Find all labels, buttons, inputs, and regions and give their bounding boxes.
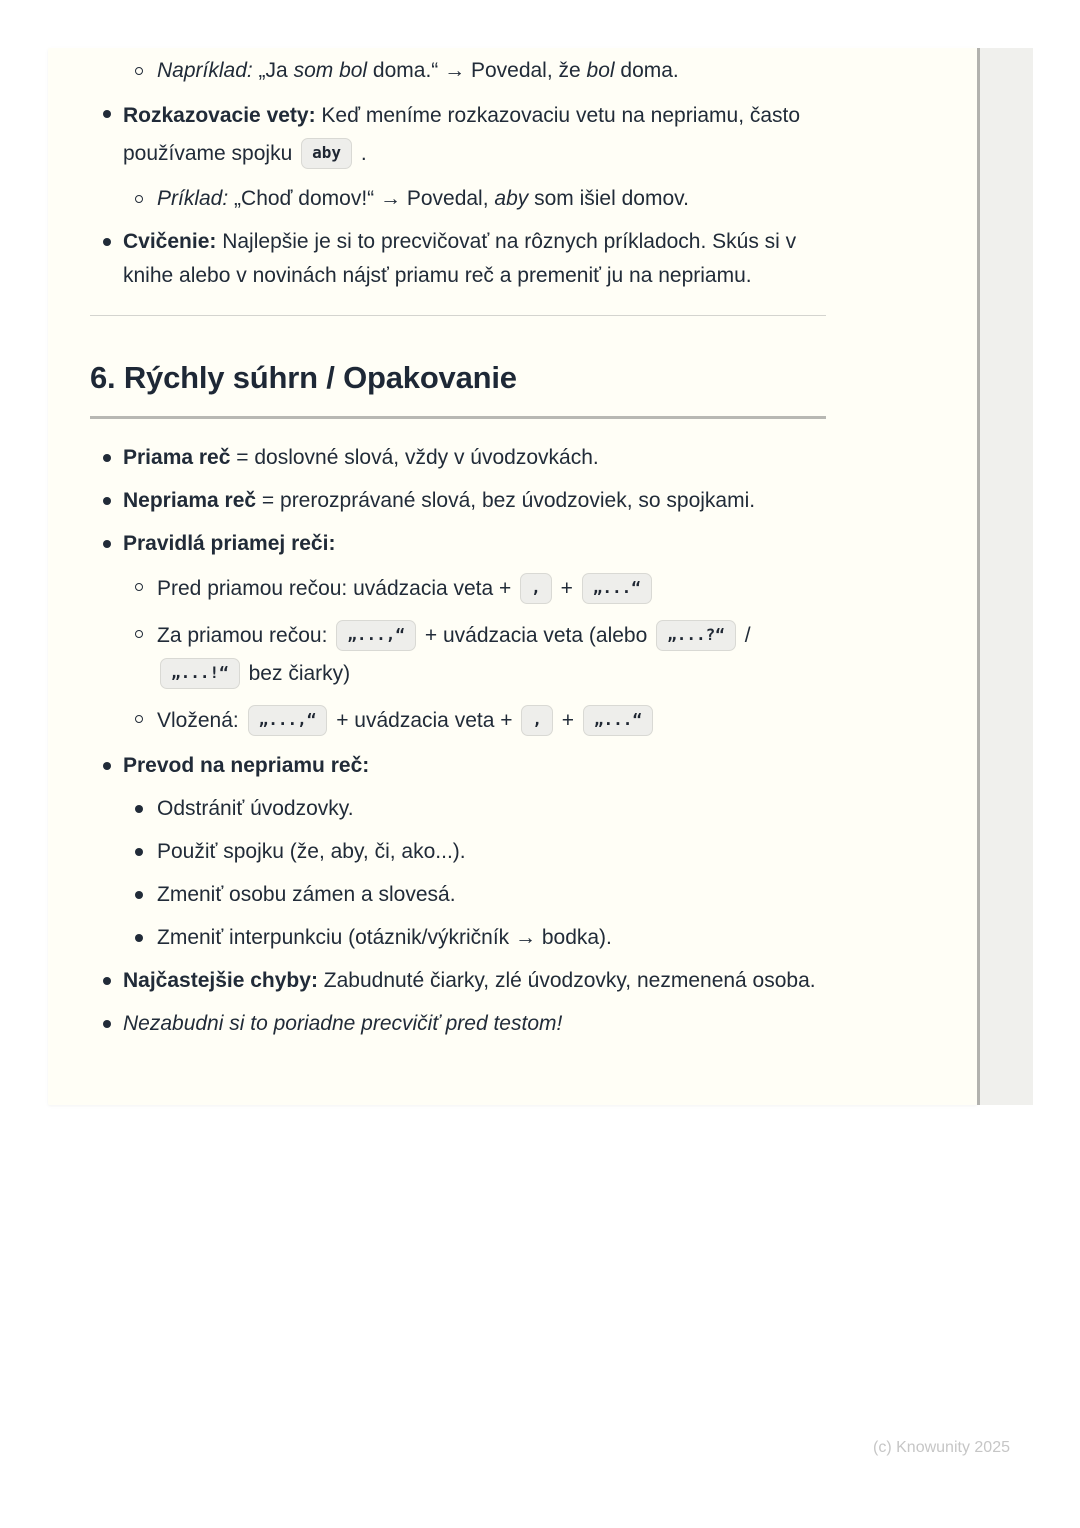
bullet-marker-circle xyxy=(135,630,143,638)
list-item-text: Prevod na nepriamu reč: xyxy=(123,754,370,777)
list-item-text: Použiť spojku (že, aby, či, ako...). xyxy=(157,840,466,863)
horizontal-rule xyxy=(90,315,826,316)
bullet-marker-disc xyxy=(103,238,111,246)
list-item xyxy=(90,97,826,173)
next-page-edge xyxy=(977,48,1033,1105)
bullet-marker-circle xyxy=(135,715,143,723)
list-item-text: Nezabudni si to poriadne precvičiť pred testom! xyxy=(123,1012,563,1035)
bullet-marker-disc xyxy=(103,762,111,770)
list-item-text: Zmeniť osobu zámen a slovesá. xyxy=(157,883,456,906)
bullet-marker-circle xyxy=(135,67,143,75)
list-item-text: Rozkazovacie vety: Keď meníme rozkazovaciu vetu na nepriamu, často používame spojku aby . xyxy=(123,104,800,165)
document-page xyxy=(48,48,977,1105)
bullet-marker-circle xyxy=(135,195,143,203)
bullet-list xyxy=(90,54,826,293)
bullet-marker-disc xyxy=(103,110,111,118)
list-item xyxy=(90,702,826,740)
inline-code-chip: „...!“ xyxy=(160,658,240,689)
copyright-notice: (c) Knowunity 2025 xyxy=(873,1439,1010,1456)
list-item-text: Vložená: „...,“ + uvádzacia veta + , + „...“ xyxy=(157,709,656,732)
list-item-text: Odstrániť úvodzovky. xyxy=(157,797,354,820)
inline-code-chip: aby xyxy=(301,138,352,169)
section-heading: 6. Rýchly súhrn / Opakovanie xyxy=(90,356,826,419)
list-item-text: Cvičenie: Najlepšie je si to precvičovať na rôznych príkladoch. Skús si v knihe alebo v novinách nájsť priamu reč a premeniť ju na nepriamu. xyxy=(123,230,797,287)
list-item xyxy=(90,527,826,561)
bullet-marker-circle xyxy=(135,583,143,591)
bullet-marker-disc xyxy=(103,540,111,548)
list-item xyxy=(90,570,826,608)
bullet-list xyxy=(90,441,826,1041)
list-item-text: Najčastejšie chyby: Zabudnuté čiarky, zlé úvodzovky, nezmenená osoba. xyxy=(123,969,816,992)
inline-code-chip: , xyxy=(521,705,553,736)
inline-code-chip: „...?“ xyxy=(656,620,736,651)
list-item xyxy=(90,792,826,826)
list-item xyxy=(90,484,826,518)
list-item xyxy=(90,878,826,912)
list-item-text: Zmeniť interpunkciu (otáznik/výkričník → bodka). xyxy=(157,926,612,949)
list-item xyxy=(90,835,826,869)
bullet-marker-disc xyxy=(103,1020,111,1028)
bullet-marker-disc xyxy=(103,454,111,462)
list-item xyxy=(90,225,826,293)
inline-code-chip: , xyxy=(520,573,552,604)
list-item xyxy=(90,921,826,955)
list-item xyxy=(90,749,826,783)
bullet-marker-disc xyxy=(135,805,143,813)
list-item-text: Pravidlá priamej reči: xyxy=(123,532,336,555)
page-content xyxy=(90,48,826,1050)
bullet-marker-disc xyxy=(103,497,111,505)
list-item-text: Nepriama reč = prerozprávané slová, bez úvodzoviek, so spojkami. xyxy=(123,489,756,512)
list-item-text: Pred priamou rečou: uvádzacia veta + , + „...“ xyxy=(157,577,655,600)
list-item xyxy=(90,441,826,475)
list-item xyxy=(90,182,826,216)
list-item-text: Napríklad: „Ja som bol doma.“ → Povedal, že bol doma. xyxy=(157,59,679,82)
list-item-text: Príklad: „Choď domov!“ → Povedal, aby som išiel domov. xyxy=(157,187,689,210)
inline-code-chip: „...,“ xyxy=(248,705,328,736)
list-item xyxy=(90,964,826,998)
list-item-text: Za priamou rečou: „...,“ + uvádzacia veta (alebo „...?“ / „...!“ bez čiarky) xyxy=(157,624,751,685)
list-item xyxy=(90,617,826,693)
list-item xyxy=(90,54,826,88)
list-item-text: Priama reč = doslovné slová, vždy v úvodzovkách. xyxy=(123,446,599,469)
bullet-marker-disc xyxy=(135,891,143,899)
list-item xyxy=(90,1007,826,1041)
inline-code-chip: „...,“ xyxy=(336,620,416,651)
bullet-marker-disc xyxy=(135,934,143,942)
bullet-marker-disc xyxy=(135,848,143,856)
bullet-marker-disc xyxy=(103,977,111,985)
inline-code-chip: „...“ xyxy=(582,573,652,604)
inline-code-chip: „...“ xyxy=(583,705,653,736)
